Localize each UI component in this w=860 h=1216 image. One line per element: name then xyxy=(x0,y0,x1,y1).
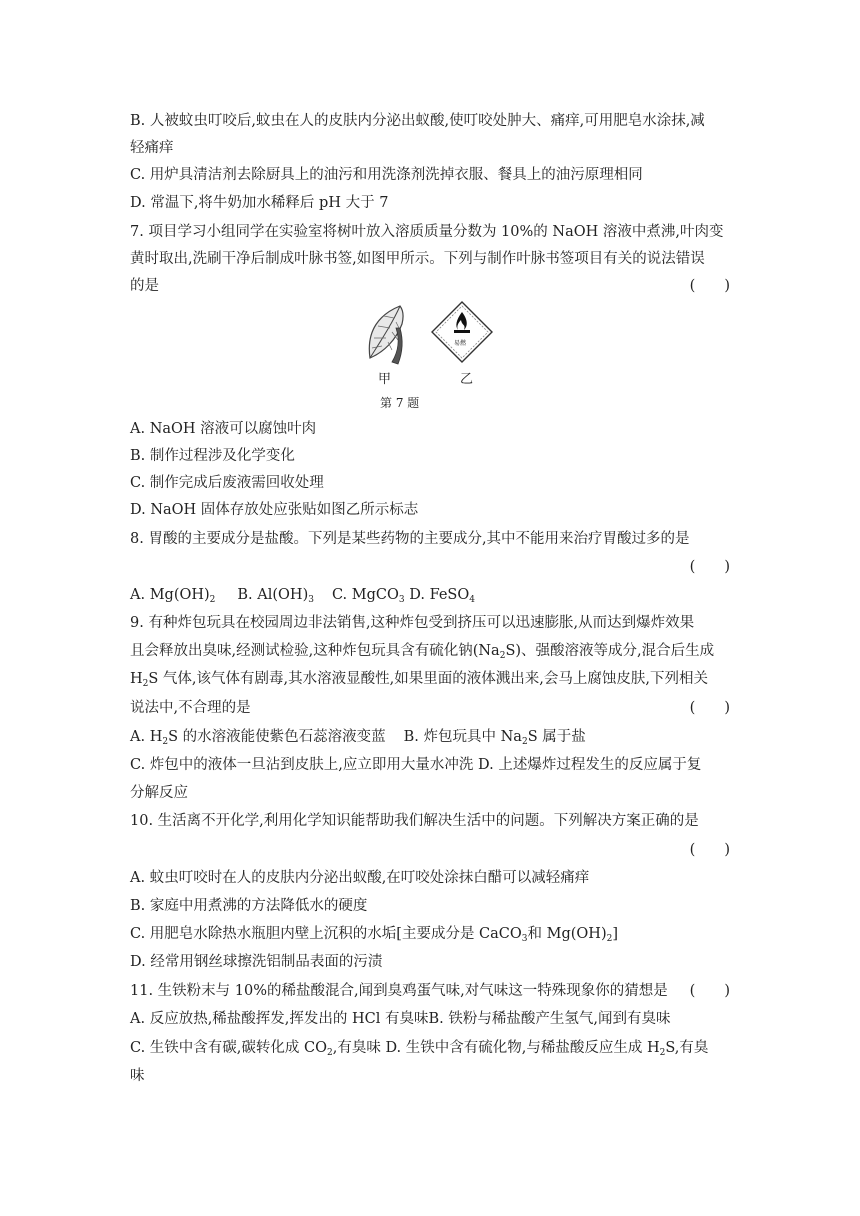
q11-options-cd-line2: 味 xyxy=(130,1068,145,1084)
q9-stem-line2: 且会释放出臭味,经测试检验,这种炸包玩具含有硫化钠$(Na_2S)$、强酸溶液等成分,混合后生成 xyxy=(130,643,715,661)
q7-option-d: D. NaOH 固体存放处应张贴如图乙所示标志 xyxy=(130,502,419,518)
q10-option-d: D. 经常用钢丝球擦洗铝制品表面的污渍 xyxy=(130,954,383,970)
q7-stem-line3: 的是 ( ) xyxy=(130,278,730,294)
q9-stem-line4: 说法中,不合理的是 ( ) xyxy=(130,700,730,716)
q10-option-b: B. 家庭中用煮沸的方法降低水的硬度 xyxy=(130,898,368,914)
q7-option-a: A. NaOH 溶液可以腐蚀叶肉 xyxy=(130,421,317,437)
q6-option-c: C. 用炉具清洁剂去除厨具上的油污和用洗涤剂洗掉衣服、餐具上的油污原理相同 xyxy=(130,167,643,183)
figure-label-jia: 甲 xyxy=(378,372,392,387)
q7-option-c: C. 制作完成后废液需回收处理 xyxy=(130,475,324,491)
answer-paren-q10: ( ) xyxy=(689,842,730,858)
sign-text: 易燃 xyxy=(453,340,467,347)
answer-paren-q7: ( ) xyxy=(689,278,730,294)
q9-options-ab: A. $H_2S$ 的水溶液能使紫色石蕊溶液变蓝 B. 炸包玩具中 $Na_2S$ 属于盐 xyxy=(130,729,586,747)
q7-option-b: B. 制作过程涉及化学变化 xyxy=(130,448,295,464)
q11-options-ab: A. 反应放热,稀盐酸挥发,挥发出的 HCl 有臭味B. 铁粉与稀盐酸产生氢气,闻到有臭味 xyxy=(130,1011,671,1027)
q6-option-d: D. 常温下,将牛奶加水稀释后 pH 大于 7 xyxy=(130,195,389,211)
q9-options-cd-line2: 分解反应 xyxy=(130,785,188,801)
q9-options-cd: C. 炸包中的液体一旦沾到皮肤上,应立即用大量水冲洗 D. 上述爆炸过程发生的反应属于复 xyxy=(130,757,702,773)
q7-figure xyxy=(360,300,510,390)
leaf-icon xyxy=(369,306,403,364)
answer-paren-q8: ( ) xyxy=(689,559,730,575)
q9-stem-line1: 9. 有种炸包玩具在校园周边非法销售,这种炸包受到挤压可以迅速膨胀,从而达到爆炸效果 xyxy=(130,615,695,631)
q10-option-c: C. 用肥皂水除热水瓶胆内壁上沉积的水垢[主要成分是 CaCO$_3$和 $Mg(OH)_2$] xyxy=(130,926,619,944)
q7-stem-line2: 黄时取出,洗刷干净后制成叶脉书签,如图甲所示。下列与制作叶脉书签项目有关的说法错误 xyxy=(130,251,705,267)
answer-paren-q9: ( ) xyxy=(689,700,730,716)
q7-stem-line1: 7. 项目学习小组同学在实验室将树叶放入溶质质量分数为 10%的 NaOH 溶液中煮沸,叶肉变 xyxy=(130,224,724,240)
q10-stem: 10. 生活离不开化学,利用化学知识能帮助我们解决生活中的问题。下列解决方案正确的是 xyxy=(130,813,699,829)
q11-options-cd: C. 生铁中含有碳,碳转化成 $CO_2$,有臭味 D. 生铁中含有硫化物,与稀盐酸反应生成 $H_2S$,有臭 xyxy=(130,1040,709,1058)
q6-option-b-line2: 轻痛痒 xyxy=(130,140,174,156)
flammable-sign-icon xyxy=(432,302,492,362)
figure-label-yi: 乙 xyxy=(460,372,474,387)
figure-caption: 第 7 题 xyxy=(380,396,420,410)
answer-paren-q11: ( ) xyxy=(689,983,730,999)
q8-options: A. $Mg(OH)_2$ B. $Al(OH)_3$ C. MgCO$_3$ D. FeSO$_4$ xyxy=(130,587,475,605)
q11-stem: 11. 生铁粉末与 10%的稀盐酸混合,闻到臭鸡蛋气味,对气味这一特殊现象你的猜想是 ( ) xyxy=(130,983,730,999)
q8-stem: 8. 胃酸的主要成分是盐酸。下列是某些药物的主要成分,其中不能用来治疗胃酸过多的是 xyxy=(130,531,690,547)
q9-stem-line3: $H_2S$ 气体,该气体有剧毒,其水溶液显酸性,如果里面的液体溅出来,会马上腐蚀皮肤,下列相关 xyxy=(130,671,708,689)
q6-option-b-line1: B. 人被蚊虫叮咬后,蚊虫在人的皮肤内分泌出蚁酸,使叮咬处肿大、痛痒,可用肥皂水涂抹,减 xyxy=(130,113,705,129)
q10-option-a: A. 蚊虫叮咬时在人的皮肤内分泌出蚁酸,在叮咬处涂抹白醋可以减轻痛痒 xyxy=(130,870,590,886)
